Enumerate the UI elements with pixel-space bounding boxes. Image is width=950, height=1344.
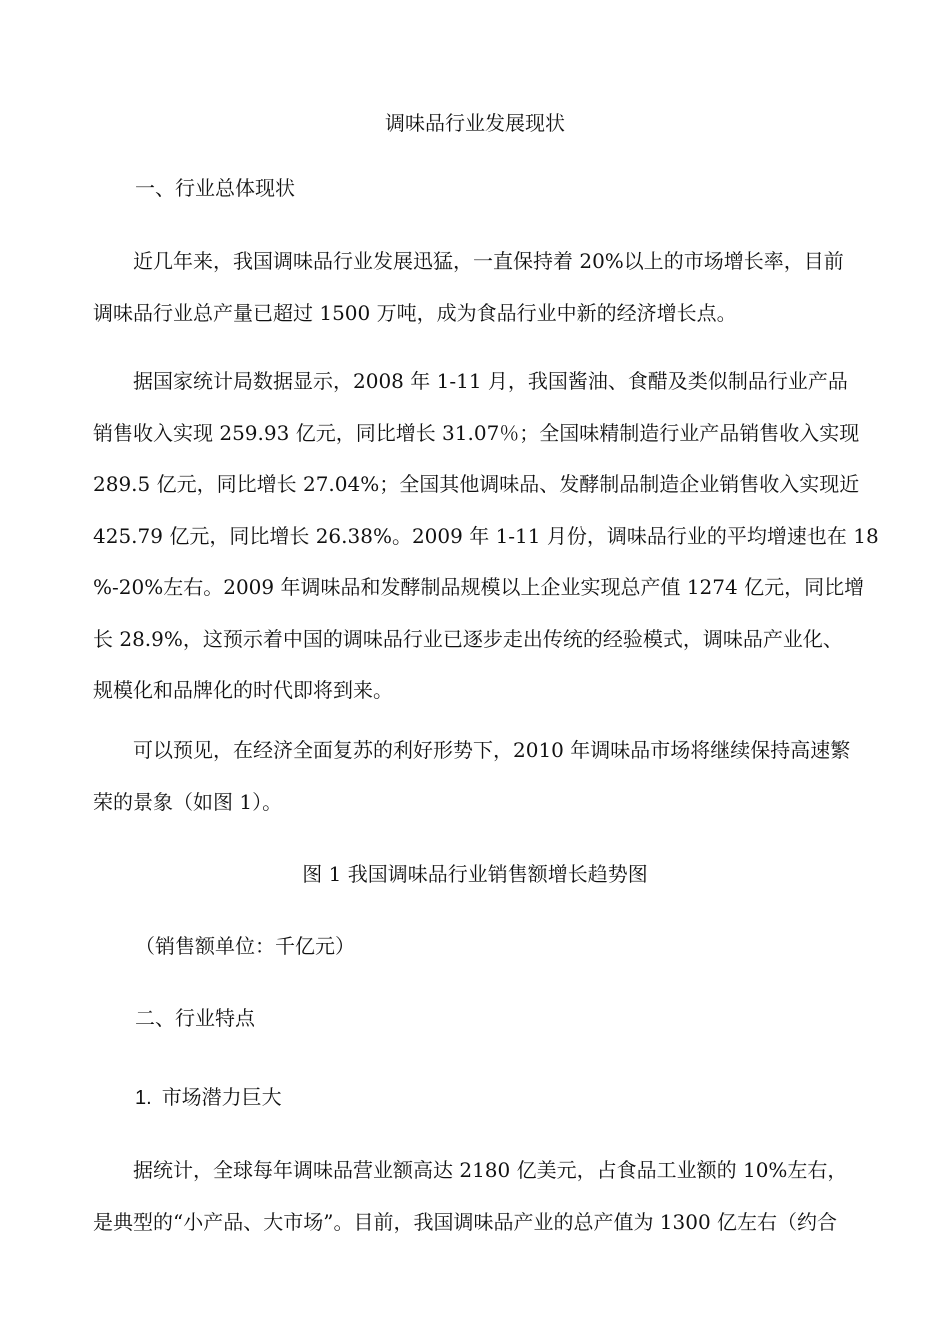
figure-caption: 图 1 我国调味品行业销售额增长趋势图	[302, 862, 648, 886]
subsection-number: 1.	[135, 1087, 152, 1109]
section-heading-features: 二、行业特点	[135, 1006, 255, 1030]
subsection-heading-market-potential	[135, 1084, 282, 1111]
paragraph-statistics: 据国家统计局数据显示，2008 年 1-11 月，我国酱油、食醋及类似制品行业产品 销售收入实现 259.93 亿元，同比增长 31.07％；全国味精制造行业产品销售收入实现 289.5 亿元，同比增长 27.04%；全国其他调味品、发酵制品制造企业销售收入实现近 425.79 亿元，同比增长 26.38%。2009 年 1-11 月份，调味品行业的平均增速也在 18 %-20%左右。2009 年调味品和发酵制品规模以上企业实现总产值 1274 亿元，同比增 长 28.9%，这预示着中国的调味品行业已逐步走出传统的经验模式，调味品产业化、 规模化和品牌化的时代即将到来。	[93, 369, 879, 702]
figure-unit-note: （销售额单位：千亿元）	[135, 934, 355, 958]
subsection-title: 市场潜力巨大	[161, 1085, 282, 1109]
paragraph-outlook: 可以预见，在经济全面复苏的利好形势下，2010 年调味品市场将继续保持高速繁 荣的景象（如图 1）。	[93, 738, 851, 814]
paragraph-global-market: 据统计，全球每年调味品营业额高达 2180 亿美元，占食品工业额的 10%左右， 是典型的“小产品、大市场”。目前，我国调味品产业的总产值为 1300 亿左右（约合	[93, 1158, 848, 1234]
paragraph-growth: 近几年来，我国调味品行业发展迅猛，一直保持着 20%以上的市场增长率，目前 调味品行业总产量已超过 1500 万吨，成为食品行业中新的经济增长点。	[93, 249, 844, 325]
section-heading-overview: 一、行业总体现状	[135, 176, 295, 200]
document-title: 调味品行业发展现状	[385, 111, 565, 135]
